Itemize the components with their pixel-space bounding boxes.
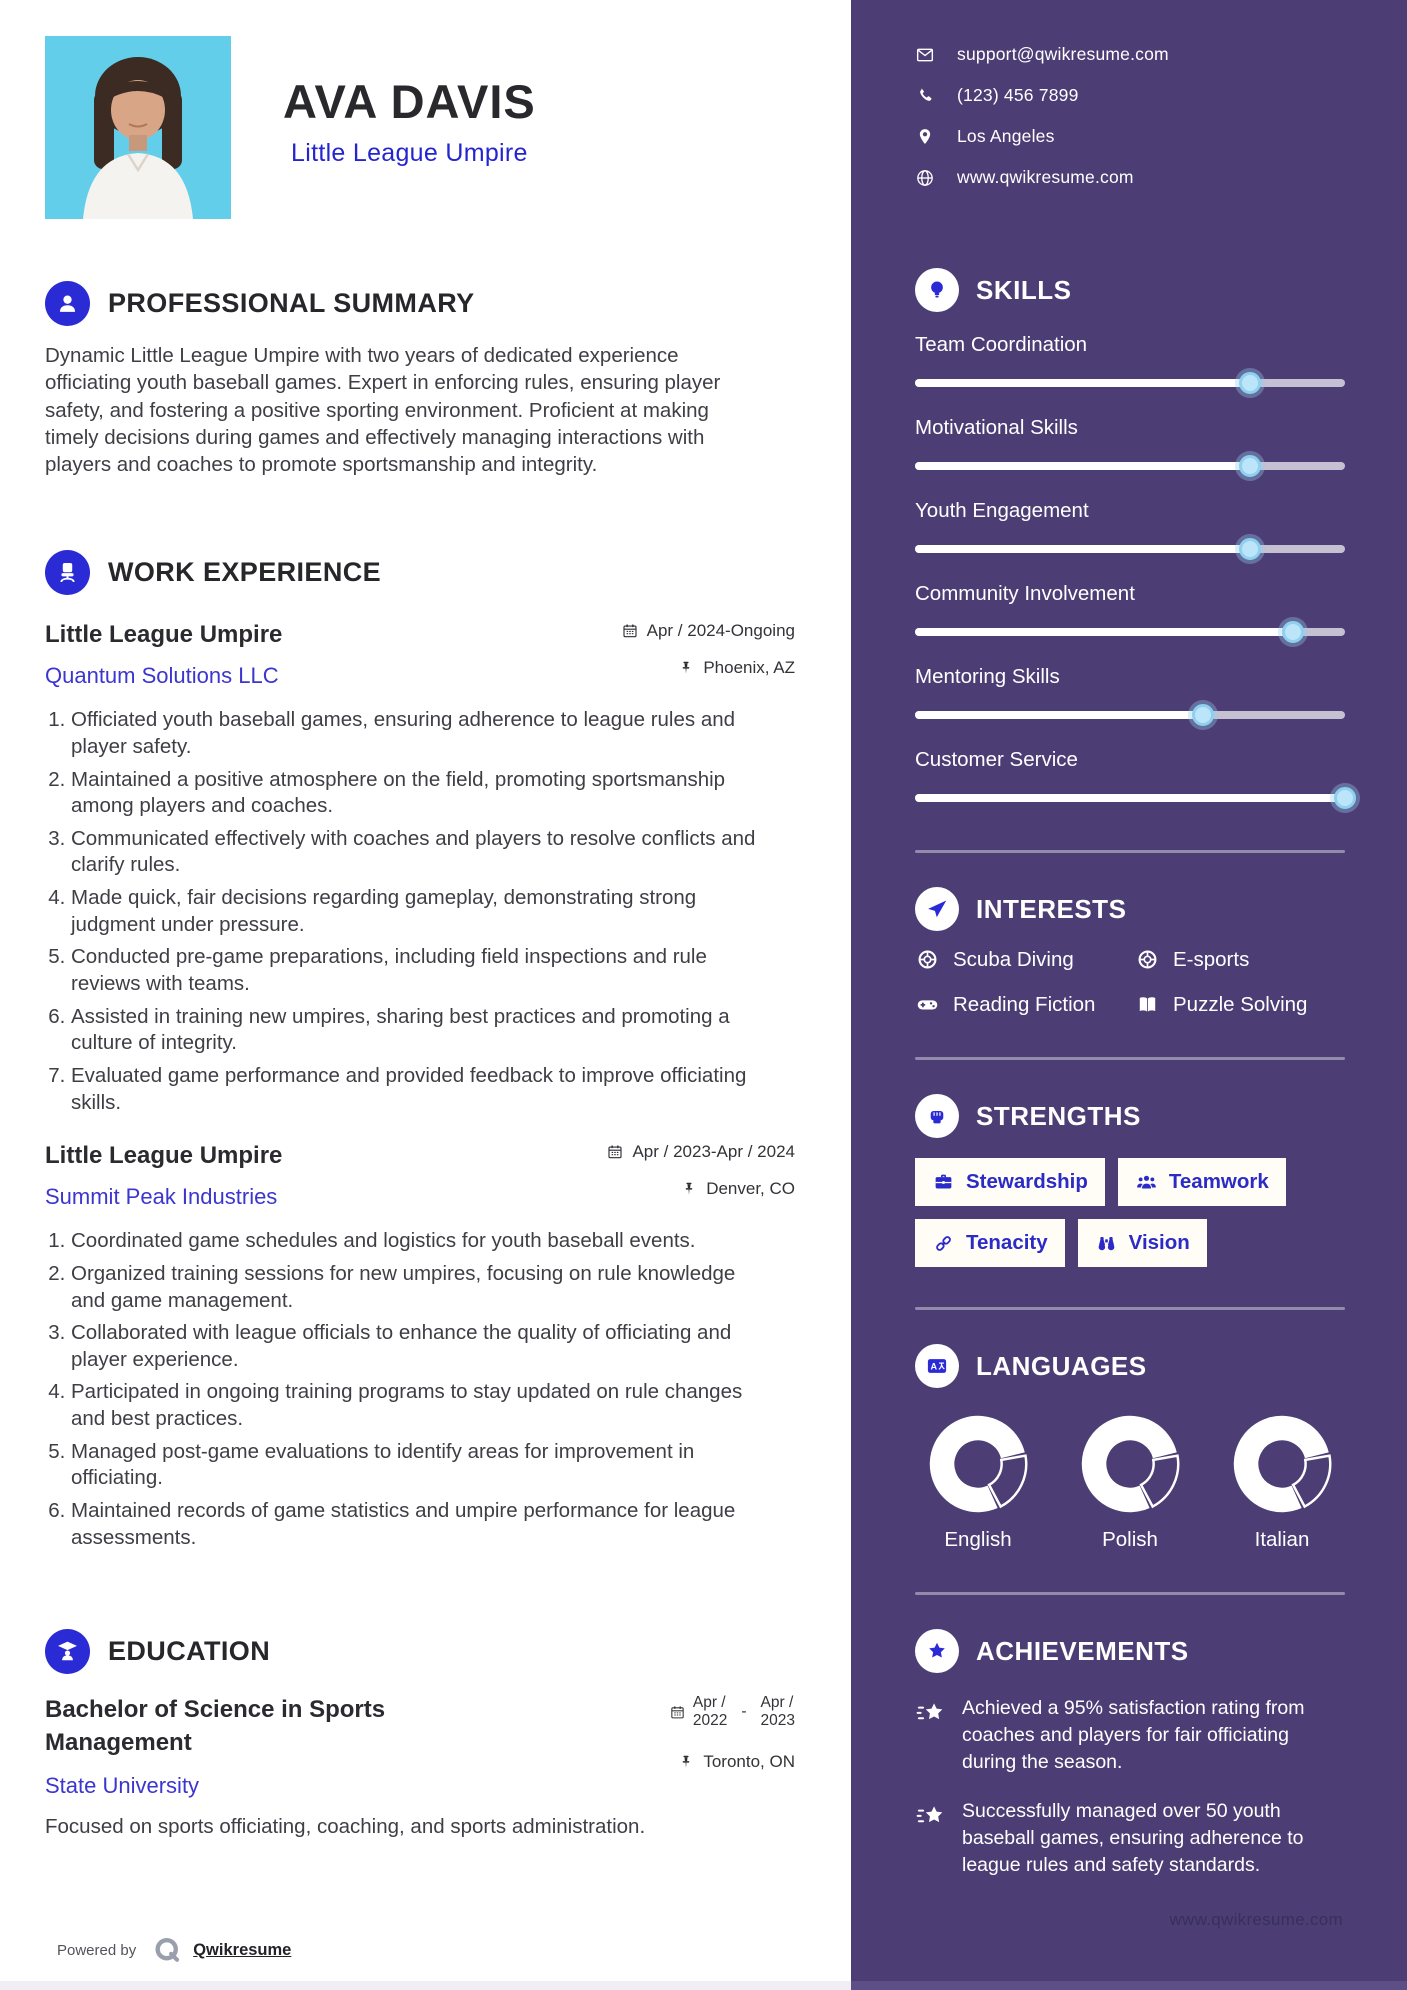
qwikresume-logo-icon xyxy=(152,1935,183,1966)
strength-chip xyxy=(915,1219,1065,1267)
users-icon xyxy=(1135,1171,1158,1194)
skill-slider xyxy=(915,454,1345,478)
profile-photo-illustration xyxy=(45,36,231,219)
work-heading: WORK EXPERIENCE xyxy=(108,557,382,588)
slider-handle xyxy=(1239,372,1261,394)
education-date xyxy=(565,1694,795,1730)
interests-heading: INTERESTS xyxy=(976,893,1127,924)
name-block xyxy=(283,74,536,168)
languages-row xyxy=(915,1412,1345,1552)
skills-header xyxy=(915,268,1345,312)
skill-label: Mentoring Skills xyxy=(915,665,1060,688)
calendar-icon xyxy=(606,1143,624,1161)
education-section xyxy=(45,1629,795,1839)
work-section xyxy=(45,550,795,1557)
skill-item xyxy=(915,416,1345,478)
job-bullet: 1. Officiated youth baseball games, ensuring adherence to league rules and player safety. xyxy=(71,707,769,760)
skill-item xyxy=(915,333,1345,395)
language-label: Italian xyxy=(1254,1528,1310,1551)
calendar-icon xyxy=(669,1704,686,1721)
sidebar xyxy=(851,0,1407,1990)
interests-section xyxy=(915,887,1345,1017)
education-header xyxy=(45,1629,795,1674)
summary-heading: PROFESSIONAL SUMMARY xyxy=(108,288,475,318)
book-icon xyxy=(1135,992,1160,1017)
company-link[interactable]: Summit Peak Industries xyxy=(45,1184,278,1210)
job-location xyxy=(575,658,795,678)
contact-email-text: support@qwikresume.com xyxy=(957,44,1169,64)
skill-slider xyxy=(915,703,1345,727)
strength-chip xyxy=(1118,1158,1286,1206)
pushpin-icon xyxy=(677,659,695,677)
skill-slider xyxy=(915,786,1345,810)
translate-icon xyxy=(915,1344,959,1388)
skill-label: Youth Engagement xyxy=(915,499,1089,522)
job-date-text: Apr / 2023-Apr / 2024 xyxy=(632,1142,795,1162)
life-ring-icon xyxy=(1135,947,1160,972)
languages-header xyxy=(915,1344,1345,1388)
contact-website[interactable] xyxy=(915,167,1345,188)
language-label: Polish xyxy=(1102,1528,1158,1551)
language-donut-chart xyxy=(926,1412,1030,1516)
date-separator: - xyxy=(741,1703,747,1721)
job-meta xyxy=(575,1142,795,1199)
skills-heading: SKILLS xyxy=(976,274,1072,305)
education-entry xyxy=(45,1694,795,1799)
summary-header xyxy=(45,281,795,326)
job-location xyxy=(575,1179,795,1199)
job-bullets xyxy=(45,1228,769,1551)
achievements-section xyxy=(915,1629,1345,1878)
job-bullet: 4. Made quick, fair decisions regarding gameplay, demonstrating strong judgment under pressure. xyxy=(71,885,769,938)
contact-phone-text: (123) 456 7899 xyxy=(957,85,1079,105)
job-date-text: Apr / 2024-Ongoing xyxy=(646,621,795,641)
mail-icon xyxy=(915,45,935,65)
job-meta xyxy=(575,621,795,678)
sidebar-divider xyxy=(915,1592,1345,1595)
interest-label: Puzzle Solving xyxy=(1173,992,1308,1016)
achievement-text: Successfully managed over 50 youth baseball games, ensuring adherence to league rules and safety standards. xyxy=(962,1799,1304,1876)
skill-label: Customer Service xyxy=(915,748,1078,771)
skill-item xyxy=(915,499,1345,561)
graduate-icon xyxy=(45,1629,90,1674)
sidebar-divider xyxy=(915,1307,1345,1310)
briefcase-icon xyxy=(932,1171,955,1194)
language-donut-chart xyxy=(1230,1412,1334,1516)
language-item xyxy=(1223,1412,1341,1552)
company-link[interactable]: Quantum Solutions LLC xyxy=(45,663,279,689)
identity-header xyxy=(45,36,795,219)
interests-header xyxy=(915,887,1345,931)
pushpin-icon xyxy=(680,1180,698,1198)
work-header xyxy=(45,550,795,595)
shooting-star-icon xyxy=(915,1697,947,1729)
person-icon xyxy=(45,281,90,326)
job-date xyxy=(575,621,795,641)
date-end: Apr / 2023 xyxy=(760,1694,795,1730)
job-bullets xyxy=(45,707,769,1116)
slider-handle xyxy=(1192,704,1214,726)
job-title-company xyxy=(45,621,282,689)
job-bullet: 1. Coordinated game schedules and logistics for youth baseball events. xyxy=(71,1228,769,1255)
languages-heading: LANGUAGES xyxy=(976,1350,1147,1381)
job-location-text: Denver, CO xyxy=(706,1179,795,1199)
candidate-title: Little League Umpire xyxy=(291,139,528,167)
contact-location xyxy=(915,126,1345,147)
contact-section xyxy=(915,44,1345,208)
pushpin-icon xyxy=(677,1753,695,1771)
interest-item xyxy=(915,992,1125,1017)
strengths-section xyxy=(915,1094,1345,1267)
interest-item xyxy=(1135,992,1345,1017)
fist-icon xyxy=(915,1094,959,1138)
strength-label: Teamwork xyxy=(1168,1170,1269,1193)
sidebar-divider xyxy=(915,850,1345,853)
job-title: Little League Umpire xyxy=(45,1142,283,1170)
strength-chip xyxy=(915,1158,1105,1206)
link-icon xyxy=(932,1232,955,1255)
slider-handle xyxy=(1282,621,1304,643)
shooting-star-icon xyxy=(915,1800,947,1832)
language-item xyxy=(1071,1412,1189,1552)
gamepad-icon xyxy=(915,992,940,1017)
job-entry xyxy=(45,621,795,1116)
education-description: Focused on sports officiating, coaching, and sports administration. xyxy=(45,1815,646,1839)
summary-section xyxy=(45,281,795,478)
education-location-text: Toronto, ON xyxy=(703,1751,795,1771)
language-item xyxy=(919,1412,1037,1552)
slider-handle xyxy=(1239,538,1261,560)
job-bullet: 6. Assisted in training new umpires, sharing best practices and promoting a culture of integrity. xyxy=(71,1004,769,1057)
achievements-heading: ACHIEVEMENTS xyxy=(976,1635,1189,1666)
strengths-heading: STRENGTHS xyxy=(976,1100,1141,1131)
job-head xyxy=(45,621,795,689)
job-date xyxy=(575,1142,795,1162)
interest-label: Reading Fiction xyxy=(953,992,1096,1016)
lightbulb-icon xyxy=(915,268,959,312)
candidate-name: AVA DAVIS xyxy=(283,75,536,128)
office-chair-icon xyxy=(45,550,90,595)
degree-title: Bachelor of Science in Sports Management xyxy=(45,1696,386,1756)
strength-label: Vision xyxy=(1128,1231,1190,1254)
skill-item xyxy=(915,748,1345,810)
job-head xyxy=(45,1142,795,1210)
interests-grid xyxy=(915,947,1345,1017)
strength-chips xyxy=(915,1158,1345,1267)
skill-slider xyxy=(915,537,1345,561)
achievement-text: Achieved a 95% satisfaction rating from coaches and players for fair officiating during the season. xyxy=(962,1697,1305,1773)
job-bullet: 3. Communicated effectively with coaches and players to resolve conflicts and clarify rules. xyxy=(71,826,769,879)
contact-location-text: Los Angeles xyxy=(957,126,1055,146)
page-edge-strip xyxy=(0,1981,851,1990)
education-heading: EDUCATION xyxy=(108,1636,271,1667)
location-pin-icon xyxy=(915,127,935,147)
date-start: Apr / 2022 xyxy=(692,1694,728,1730)
skills-section xyxy=(915,268,1345,810)
job-bullet: 6. Maintained records of game statistics and umpire performance for league assessments. xyxy=(71,1498,769,1551)
job-bullet: 3. Collaborated with league officials to enhance the quality of officiating and player experience. xyxy=(71,1320,769,1373)
job-bullet: 5. Conducted pre-game preparations, including field inspections and rule reviews with teams. xyxy=(71,944,769,997)
skill-item xyxy=(915,582,1345,644)
skill-slider xyxy=(915,620,1345,644)
contact-website-text: www.qwikresume.com xyxy=(957,167,1134,187)
interest-label: E-sports xyxy=(1173,947,1250,971)
job-bullet: 2. Maintained a positive atmosphere on the field, promoting sportsmanship among players and coaches. xyxy=(71,767,769,820)
paper-plane-icon xyxy=(915,887,959,931)
job-location-text: Phoenix, AZ xyxy=(703,658,795,678)
languages-section xyxy=(915,1344,1345,1552)
skill-label: Team Coordination xyxy=(915,333,1088,356)
education-meta xyxy=(565,1694,795,1772)
calendar-icon xyxy=(621,622,639,640)
achievement-item xyxy=(915,1695,1345,1776)
page-edge-strip xyxy=(851,1981,1407,1990)
contact-email[interactable] xyxy=(915,44,1345,65)
powered-by-label: Powered by xyxy=(57,1942,137,1960)
school-link[interactable]: State University xyxy=(45,1773,200,1799)
strength-chip xyxy=(1078,1219,1207,1267)
summary-text: Dynamic Little League Umpire with two years of dedicated experience officiating youth baseball games. Expert in enforcing rules, ensuring player safety, and fostering a positive sporting environment. Proficient at making timely decisions during games and effectively managing interactions with players and coaches to promote sportsmanship and integrity. xyxy=(45,344,721,476)
achievements-header xyxy=(915,1629,1345,1673)
qwikresume-brand-link[interactable]: Qwikresume xyxy=(193,1941,292,1960)
skill-label: Motivational Skills xyxy=(915,416,1078,439)
profile-photo xyxy=(45,36,231,219)
phone-icon xyxy=(915,86,935,106)
achievement-item xyxy=(915,1798,1345,1879)
slider-handle xyxy=(1334,787,1356,809)
globe-icon xyxy=(915,168,935,188)
job-title: Little League Umpire xyxy=(45,621,283,649)
job-title-company xyxy=(45,1142,282,1210)
interest-item xyxy=(915,947,1125,972)
contact-phone xyxy=(915,85,1345,106)
job-entry xyxy=(45,1142,795,1551)
binoculars-icon xyxy=(1095,1232,1118,1255)
star-icon xyxy=(915,1629,959,1673)
slider-handle xyxy=(1239,455,1261,477)
job-bullet: 4. Participated in ongoing training programs to stay updated on rule changes and best practices. xyxy=(71,1379,769,1432)
language-label: English xyxy=(944,1528,1012,1551)
sidebar-divider xyxy=(915,1057,1345,1060)
watermark-url: www.qwikresume.com xyxy=(1169,1910,1343,1929)
job-bullet: 7. Evaluated game performance and provided feedback to improve officiating skills. xyxy=(71,1063,769,1116)
skill-item xyxy=(915,665,1345,727)
life-ring-icon xyxy=(915,947,940,972)
job-bullet: 5. Managed post-game evaluations to identify areas for improvement in officiating. xyxy=(71,1439,769,1492)
job-bullet: 2. Organized training sessions for new umpires, focusing on rule knowledge and game management. xyxy=(71,1261,769,1314)
strength-label: Tenacity xyxy=(966,1231,1048,1254)
language-donut-chart xyxy=(1078,1412,1182,1516)
degree-school xyxy=(45,1694,475,1799)
interest-item xyxy=(1135,947,1345,972)
skill-label: Community Involvement xyxy=(915,582,1135,605)
education-location xyxy=(565,1752,795,1772)
strengths-header xyxy=(915,1094,1345,1138)
interest-label: Scuba Diving xyxy=(953,947,1074,971)
skill-slider xyxy=(915,371,1345,395)
strength-label: Stewardship xyxy=(966,1170,1088,1193)
